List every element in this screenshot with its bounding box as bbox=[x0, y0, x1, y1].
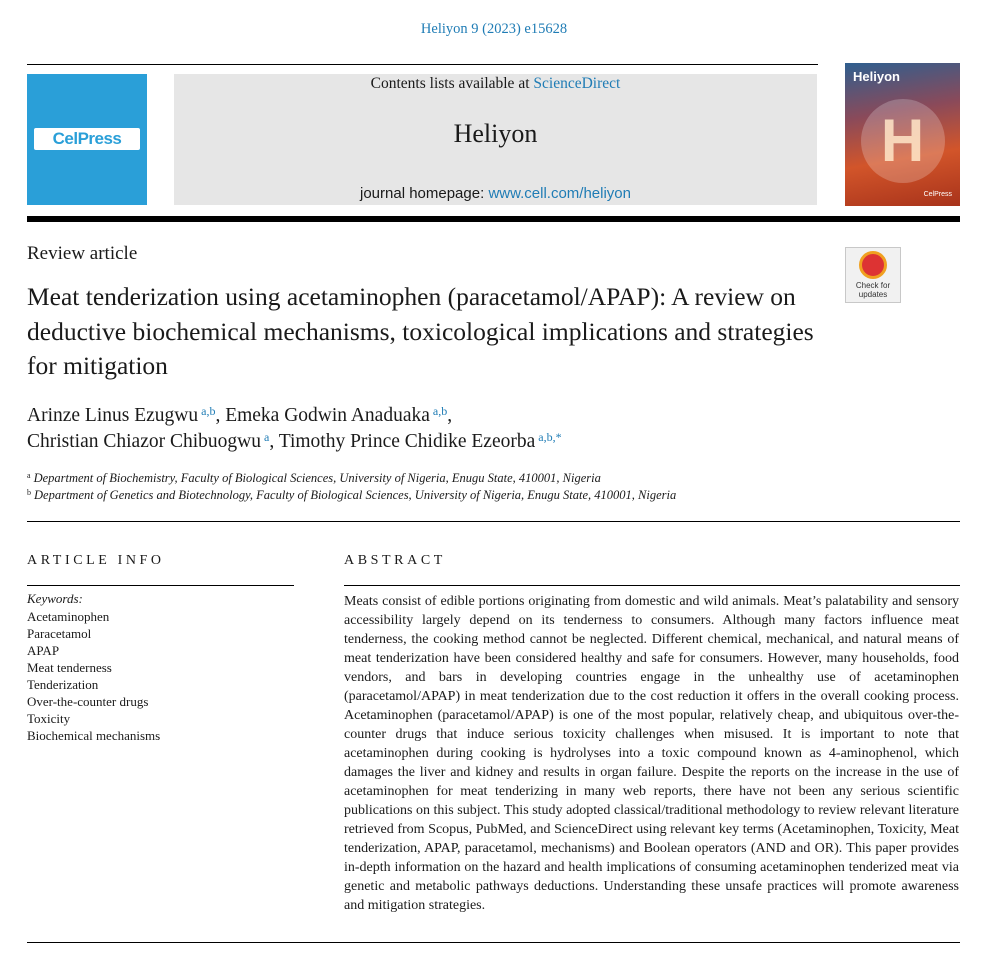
affiliation bbox=[27, 471, 601, 486]
cover-title: Heliyon bbox=[853, 69, 900, 84]
homepage-line bbox=[174, 185, 817, 202]
keyword[interactable]: Biochemical mechanisms bbox=[27, 728, 161, 743]
cover-letter: H bbox=[880, 107, 925, 174]
abstract-heading: ABSTRACT bbox=[344, 553, 446, 568]
affiliation-label: b bbox=[27, 488, 31, 497]
bookmark-icon bbox=[859, 251, 887, 279]
author-affiliation-ref[interactable]: a,b bbox=[432, 404, 448, 418]
section-rule bbox=[27, 521, 960, 522]
author-affiliation-ref[interactable]: a,b bbox=[201, 404, 216, 418]
homepage-link[interactable]: www.cell.com/heliyon bbox=[488, 185, 631, 202]
keyword[interactable]: Meat tenderness bbox=[27, 660, 112, 675]
cellpress-logo: CelPress bbox=[34, 128, 140, 150]
journal-banner bbox=[174, 74, 817, 205]
author-separator: , bbox=[447, 405, 453, 426]
homepage-prefix: journal homepage: bbox=[360, 185, 489, 202]
footer-rule bbox=[27, 942, 960, 943]
journal-citation[interactable]: Heliyon 9 (2023) e15628 bbox=[420, 21, 568, 37]
affiliation-text: Department of Genetics and Biotechnology, Faculty of Biological Sciences, University of Nigeria, Enugu State, 410001, Nigeria bbox=[34, 488, 677, 502]
journal-cover[interactable] bbox=[845, 63, 960, 206]
keyword[interactable]: Paracetamol bbox=[27, 626, 92, 641]
keyword[interactable]: Toxicity bbox=[27, 711, 71, 726]
article-info-heading: ARTICLE INFO bbox=[27, 553, 165, 568]
sciencedirect-link[interactable]: ScienceDirect bbox=[533, 75, 621, 92]
check-updates-label: Check for updates bbox=[855, 281, 891, 299]
keyword[interactable]: Acetaminophen bbox=[27, 609, 110, 624]
author-name[interactable]: Emeka Godwin Anaduaka bbox=[225, 405, 430, 426]
author-affiliation-ref[interactable]: a,b,* bbox=[538, 430, 562, 444]
author-name[interactable]: Christian Chiazor Chibuogwu bbox=[27, 431, 261, 452]
keyword[interactable]: APAP bbox=[27, 643, 60, 658]
abstract-rule bbox=[344, 585, 960, 586]
contents-prefix: Contents lists available at bbox=[370, 75, 534, 92]
check-for-updates-button[interactable] bbox=[845, 247, 901, 303]
contents-line bbox=[174, 75, 817, 93]
author-name[interactable]: Timothy Prince Chidike Ezeorba bbox=[278, 431, 536, 452]
affiliation-text: Department of Biochemistry, Faculty of Biological Sciences, University of Nigeria, Enugu State, 410001, Nigeria bbox=[33, 471, 601, 485]
author-separator: , bbox=[269, 431, 275, 452]
author-affiliation-ref[interactable]: a bbox=[263, 430, 270, 444]
abstract-text: Meats consist of edible portions originating from domestic and wild animals. Meat’s palatability and sensory accessibility largely depend on its tenderness to consumers. Although many factors influence meat tenderness, the cooking method cannot be neglected. Different chemical, mechanical, and natural means of meat tenderization have been considered healthy and safe for consumers. However, many households, food vendors, and bars in developing countries engage in the unhealthy use of acetaminophen (paracetamol/APAP) in meat tenderization due to the cost reduction it offers in the overall cooking process. Acetaminophen (paracetamol/APAP) is one of the most popular, relatively cheap, and ubiquitous over-the-counter drugs that induce serious toxicity challenges when misused. It is important to note that acetaminophen during cooking is hydrolyses into a toxic compound known as 4-aminophenol, which damages the liver and kidney and results in organ failure. Despite the reports on the increase in the use of acetaminophen for meat tenderizing in many web reports, there have not been any serious scientific publications on this subject. This study adopted classical/traditional methodology to review relevant literature retrieved from Scopus, PubMed, and ScienceDirect using relevant key terms (Acetaminophen, Toxicity, Meat tenderization, APAP, paracetamol, mechanisms) and Boolean operators (AND and OR). This paper provides in-depth information on the hazard and health implications of consuming acetaminophen tenderized meat via genetic and metabolic pathways deductions. Understanding these unsafe practices will promote awareness and mitigation strategies. bbox=[344, 594, 959, 913]
affiliation-label: a bbox=[27, 471, 31, 480]
article-info-rule bbox=[27, 585, 294, 586]
author-line bbox=[27, 430, 562, 453]
publisher-logo-panel[interactable] bbox=[27, 74, 147, 205]
keywords-list bbox=[27, 608, 160, 744]
keyword[interactable]: Over-the-counter drugs bbox=[27, 694, 149, 709]
keywords-label: Keywords: bbox=[27, 591, 83, 606]
article-type: Review article bbox=[27, 243, 138, 264]
keyword[interactable]: Tenderization bbox=[27, 677, 99, 692]
author-separator: , bbox=[215, 405, 221, 426]
journal-name: Heliyon bbox=[453, 119, 538, 148]
affiliation bbox=[27, 488, 676, 503]
author-line bbox=[27, 404, 452, 427]
header-thick-rule bbox=[27, 216, 960, 222]
article-title: Meat tenderization using acetaminophen (paracetamol/APAP): A review on deductive biochemical mechanisms, toxicological implications and strategies for mitigation bbox=[27, 282, 814, 380]
author-name[interactable]: Arinze Linus Ezugwu bbox=[27, 405, 199, 426]
cover-publisher: CelPress bbox=[923, 191, 952, 198]
header-rule bbox=[27, 64, 818, 65]
